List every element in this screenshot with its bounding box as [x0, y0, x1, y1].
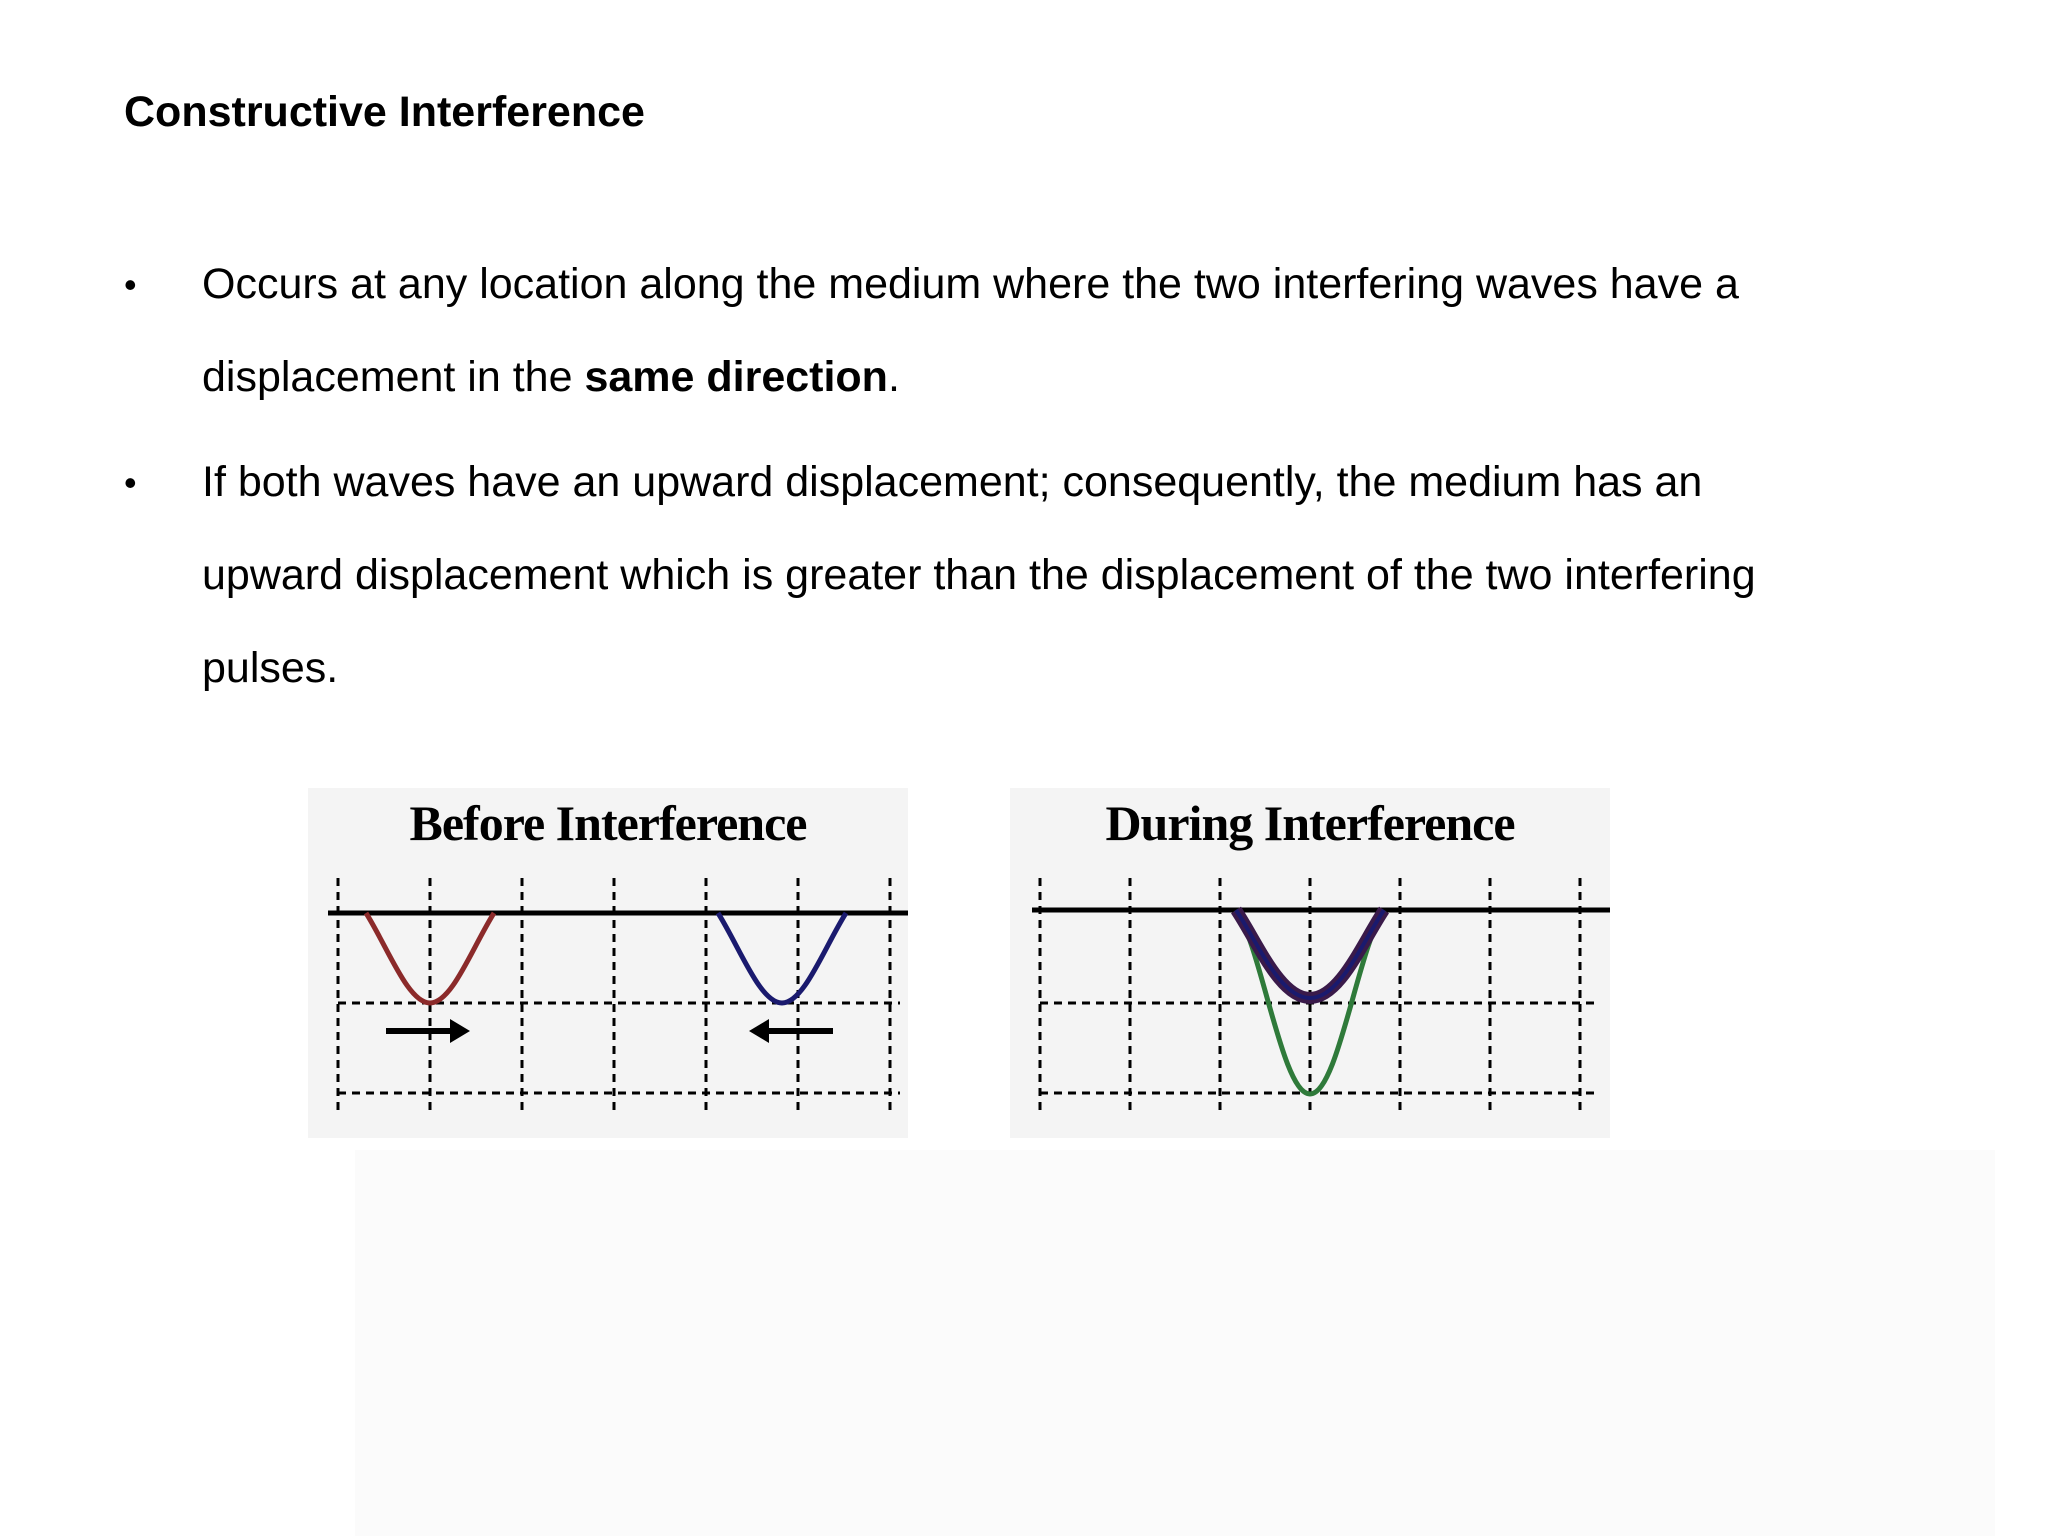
figure-before-interference: [308, 788, 908, 1138]
bullet-text: Occurs at any location along the medium where the two interfering waves have a displacement in the: [202, 260, 1739, 401]
bullet-text-end: .: [887, 353, 900, 401]
bullet-item: [124, 436, 1824, 715]
slide-title: Constructive Interference: [124, 88, 645, 136]
figure-label: Before Interference: [409, 795, 807, 851]
bullet-dot: •: [124, 264, 137, 305]
bullet-text: If both waves have an upward displacement; consequently, the medium has an upward displacement which is greater than the displacement of the two interfering pulses.: [202, 458, 1756, 692]
figure-label: During Interference: [1105, 795, 1515, 851]
bullet-list: [124, 238, 1824, 727]
bullet-emphasis: same direction: [584, 353, 888, 401]
right-arrow-icon: [386, 1019, 470, 1043]
figure-during-interference: [1010, 788, 1610, 1138]
background-panel: [355, 1150, 1995, 1536]
bullet-item: [124, 238, 1824, 424]
bullet-dot: •: [124, 462, 137, 503]
left-arrow-icon: [749, 1019, 833, 1043]
blue-pulse: [718, 913, 846, 1003]
